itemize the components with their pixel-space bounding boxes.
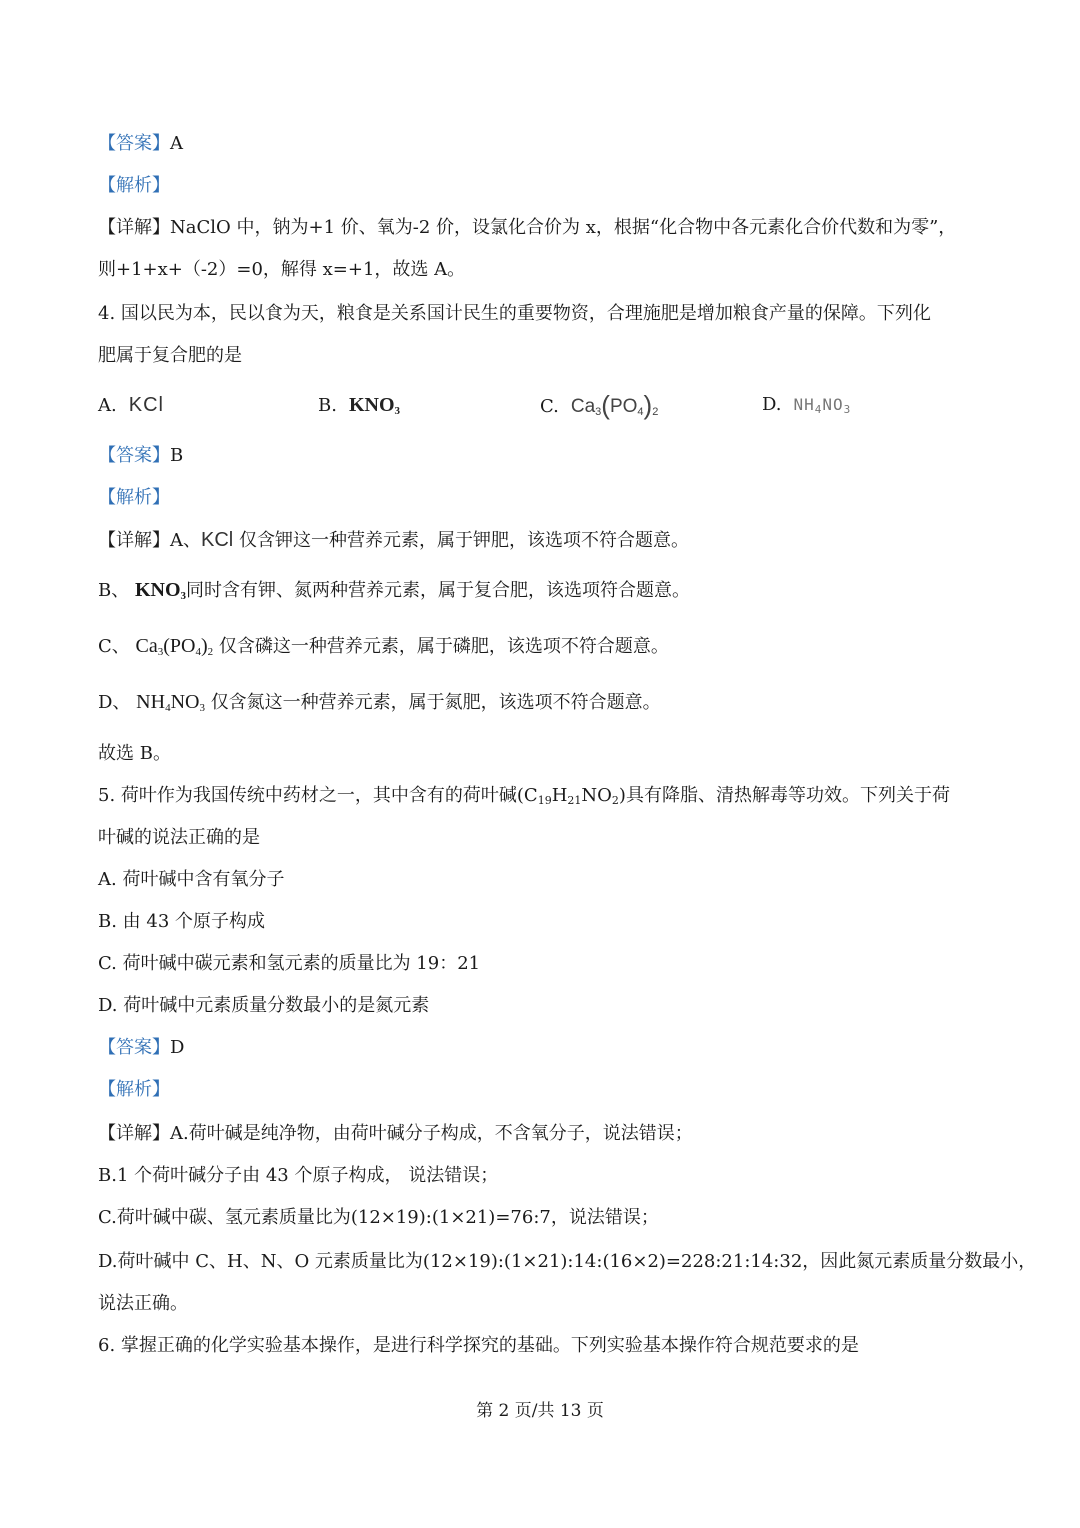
q5-option-b: B. 由 43 个原子构成 <box>98 911 266 932</box>
q3-answer-line <box>98 132 183 156</box>
formula-ca3po42: $Ca_3(PO_4)_2$ <box>570 390 659 420</box>
q6-stem: 6. 掌握正确的化学实验基本操作，是进行科学探究的基础。下列实验基本操作符合规范要求的是 <box>98 1335 859 1356</box>
q4-option-c: C. $Ca_3(PO_4)_2$ <box>540 390 659 420</box>
q4-option-d: D. $NH_4NO_3$ <box>762 394 852 416</box>
q3-detail-line1: 【详解】NaClO 中，钠为+1 价、氧为-2 价，设氯化合价为 x，根据“化合物中各元素化合价代数和为零”， <box>98 217 957 238</box>
q4-conclusion: 故选 B。 <box>98 743 171 764</box>
q4-stem-line2: 肥属于复合肥的是 <box>98 345 242 366</box>
q5-stem-line2: 叶碱的说法正确的是 <box>98 827 260 848</box>
q5-detail-b: B.1 个荷叶碱分子由 43 个原子构成， 说法错误； <box>98 1165 499 1186</box>
formula-ca3po42-inline: $Ca_3(PO_4)_2$ <box>135 635 214 658</box>
detail-tag: 【详解】 <box>98 217 170 238</box>
q5-analysis-tag: 【解析】 <box>98 1079 170 1100</box>
q5-detail-a: 【详解】A.荷叶碱是纯净物，由荷叶碱分子构成，不含氧分子，说法错误； <box>98 1123 693 1144</box>
answer-tag: 【答案】 <box>98 133 170 154</box>
q4-option-a: A. KCl <box>98 394 164 416</box>
q3-analysis-tag: 【解析】 <box>98 175 170 196</box>
q5-stem-line1: 5. 荷叶作为我国传统中药材之一，其中含有的荷叶碱$(C_{19}H_{21}NO_2)$具有降脂、清热解毒等功效。下列关于荷 <box>98 785 950 807</box>
formula-kcl: KCl <box>128 394 164 416</box>
q5-detail-c: C.荷叶碱中碳、氢元素质量比为(12×19):(1×21)=76:7，说法错误； <box>98 1207 659 1228</box>
q4-detail-a: 【详解】A、KCl 仅含钾这一种营养元素，属于钾肥，该选项不符合题意。 <box>98 529 689 551</box>
q4-stem-line1: 4. 国以民为本，民以食为天，粮食是关系国计民生的重要物资，合理施肥是增加粮食产量的保障。下列化 <box>98 303 931 324</box>
q4-detail-c: C、 $Ca_3(PO_4)_2$ 仅含磷这一种营养元素，属于磷肥，该选项不符合题意。 <box>98 635 669 658</box>
q3-detail-line2: 则+1+x+（-2）=0，解得 x=+1，故选 A。 <box>98 259 466 280</box>
formula-kno3-inline: $KNO_3$ <box>134 579 187 602</box>
page-footer: 第 2 页/共 13 页 <box>476 1401 604 1421</box>
q5-detail-d2: 说法正确。 <box>98 1293 188 1314</box>
q4-analysis-tag: 【解析】 <box>98 487 170 508</box>
q4-answer-line: 【答案】B <box>98 445 184 466</box>
answer-value: A <box>170 133 183 154</box>
formula-nh4no3-inline: $NH_4NO_3$ <box>136 691 205 714</box>
q5-option-c: C. 荷叶碱中碳元素和氢元素的质量比为 19：21 <box>98 953 481 974</box>
q5-option-d: D. 荷叶碱中元素质量分数最小的是氮元素 <box>98 995 430 1016</box>
q4-option-b: B. $KNO_3$ <box>318 394 401 417</box>
q5-detail-d1: D.荷叶碱中 C、H、N、O 元素质量比为(12×19):(1×21):14:(16×2)=228:21:14:32，因此氮元素质量分数最小， <box>98 1251 1037 1272</box>
formula-kno3: $KNO_3$ <box>348 394 401 417</box>
q4-detail-b: B、 $KNO_3$同时含有钾、氮两种营养元素，属于复合肥，该选项符合题意。 <box>98 579 691 602</box>
q5-option-a: A. 荷叶碱中含有氧分子 <box>98 869 285 890</box>
formula-nh4no3: $NH_4NO_3$ <box>793 395 852 416</box>
formula-kcl-inline: KCl <box>201 529 234 551</box>
q4-detail-d: D、 $NH_4NO_3$ 仅含氮这一种营养元素，属于氮肥，该选项不符合题意。 <box>98 691 661 714</box>
q5-answer-line: 【答案】D <box>98 1037 185 1058</box>
